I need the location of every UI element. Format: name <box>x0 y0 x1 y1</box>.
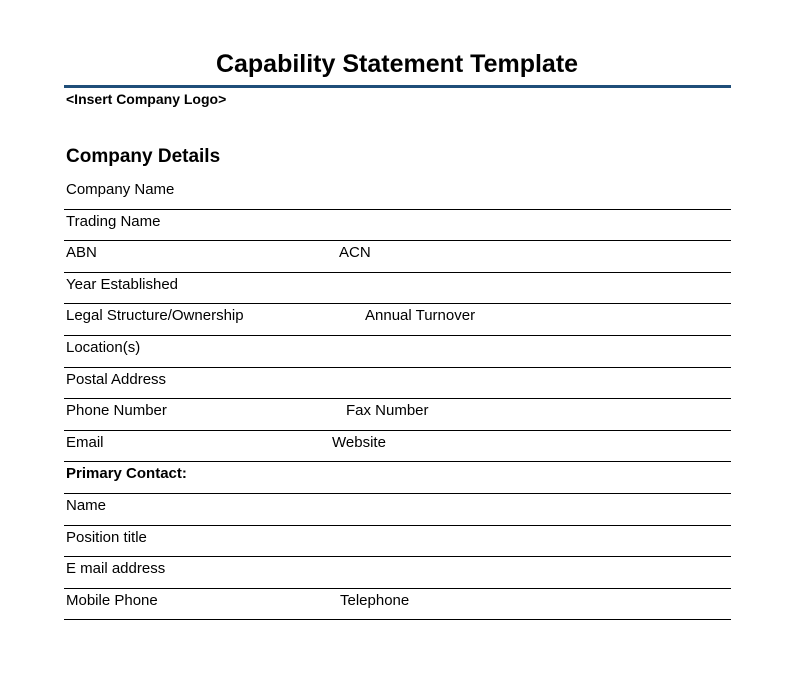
title-divider <box>64 85 731 88</box>
form-row-year-established <box>64 273 731 305</box>
form-row-postal-address <box>64 368 731 400</box>
field-label-secondary: Annual Turnover <box>365 307 476 325</box>
company-logo-placeholder: <Insert Company Logo> <box>66 91 227 107</box>
field-label: Phone Number <box>66 402 167 420</box>
field-label-secondary: Fax Number <box>346 402 429 420</box>
form-row-mobile-telephone <box>64 589 731 621</box>
field-label-secondary: Telephone <box>340 591 410 609</box>
form-row-position-title <box>64 526 731 558</box>
field-label: Trading Name <box>66 212 161 230</box>
field-label: Company Name <box>66 181 175 198</box>
field-label: Legal Structure/Ownership <box>66 307 244 325</box>
form-row-primary-contact <box>64 462 731 494</box>
form-row-company-name <box>64 178 731 210</box>
form-row-contact-name <box>64 494 731 526</box>
form-row-abn-acn <box>64 241 731 273</box>
field-label: E mail address <box>66 560 166 578</box>
field-label: Postal Address <box>66 370 167 388</box>
field-label: ABN <box>66 244 97 262</box>
form-row-trading-name <box>64 210 731 242</box>
field-label: Mobile Phone <box>66 591 158 609</box>
field-label: Year Established <box>66 275 179 293</box>
field-label-secondary: Website <box>332 433 386 451</box>
field-label: Email <box>66 433 104 451</box>
field-label-secondary: ACN <box>339 244 371 262</box>
form-row-phone-fax <box>64 399 731 431</box>
form-row-locations <box>64 336 731 368</box>
subsection-heading: Primary Contact: <box>66 465 187 483</box>
page-title: Capability Statement Template <box>215 50 579 78</box>
form-row-email-website <box>64 431 731 463</box>
company-details-form <box>64 178 731 620</box>
field-label: Position title <box>66 528 147 546</box>
form-row-email-address <box>64 557 731 589</box>
field-label: Location(s) <box>66 338 141 356</box>
section-heading-company-details: Company Details <box>66 146 221 167</box>
form-row-legal-structure-turnover <box>64 304 731 336</box>
field-label: Name <box>66 496 107 514</box>
